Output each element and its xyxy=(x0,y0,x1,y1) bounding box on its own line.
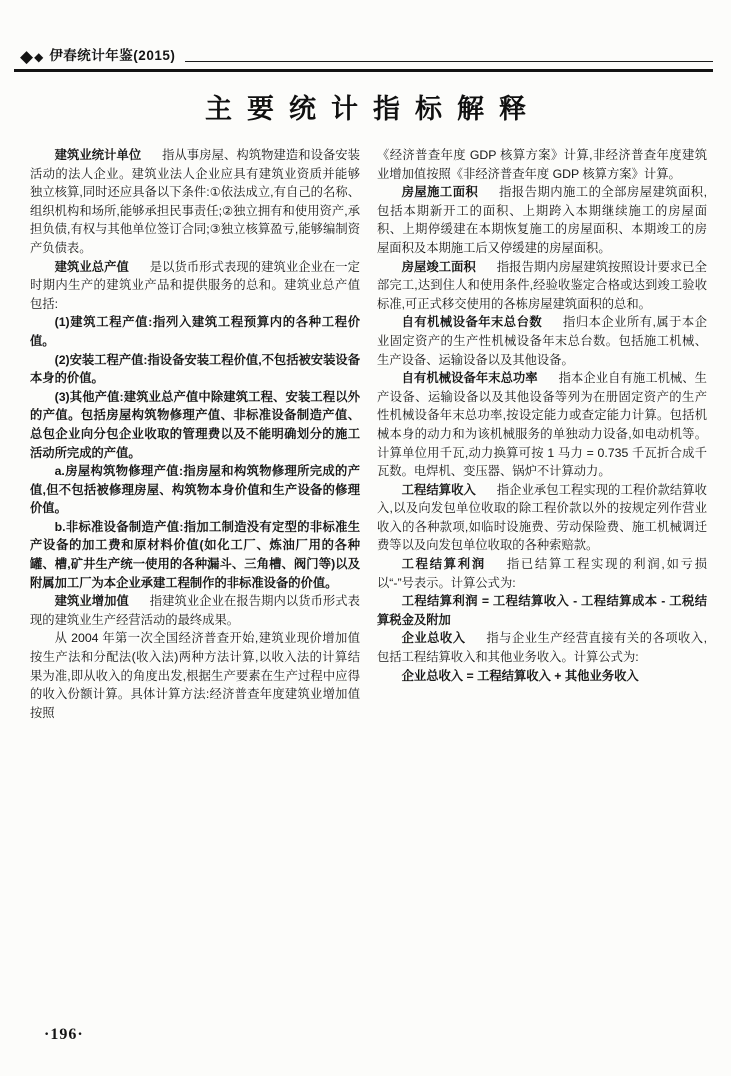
definition-paragraph: 建筑业增加值 指建筑业企业在报告期内以货币形式表现的建筑业生产经营活动的最终成果。 xyxy=(30,594,360,627)
body-paragraph: 企业总收入 = 工程结算收入 + 其他业务收入 xyxy=(401,668,639,683)
page-title: 主要统计指标解释 xyxy=(205,94,541,124)
definition-paragraph: 房屋施工面积 指报告期内施工的全部房屋建筑面积,包括本期新开工的面积、上期跨入本期继续施工的房屋面积、上期停缓建在本期恢复施工的房屋面积、本期竣工的房屋面积及本期施工后又停缓建的房屋面积。 xyxy=(377,185,707,255)
term-label: 企业总收入 xyxy=(401,631,466,646)
definition-paragraph: 建筑业统计单位 指从事房屋、构筑物建造和设备安装活动的法人企业。建筑业法人企业应具有建筑业资质并能够独立核算,同时还应具备以下条件:①依法成立,有自己的名称、组织机构和场所,能够承担民事责任;②独立拥有和使用资产,承担负债,有权与其他单位签订合同;③独立核算盈亏,能够编制资产负债表。 xyxy=(30,148,360,255)
body-paragraph: 《经济普查年度 GDP 核算方案》计算,非经济普查年度建筑业增加值按照《非经济普查年度 GDP 核算方案》计算。 xyxy=(377,148,707,181)
header-divider-rule xyxy=(14,69,713,72)
body-paragraph: b.非标准设备制造产值:指加工制造没有定型的非标准生产设备的加工费和原材料价值(如化工厂、炼油厂用的各种罐、槽,矿井生产统一使用的各种漏斗、三角槽、阀门等)以及附属加工厂为本企业承建工程制作的非标准设备的价值。 xyxy=(30,519,360,590)
definition-paragraph: 工程结算利润 指已结算工程实现的利润,如亏损以“-”号表示。计算公式为: xyxy=(377,557,707,590)
term-label: 工程结算收入 xyxy=(401,482,476,497)
body-paragraph: 从 2004 年第一次全国经济普查开始,建筑业现价增加值按生产法和分配法(收入法)两种方法计算,以收入法的计算结果为准,即从收入的角度出发,根据生产要素在生产过程中应得的收入份额计算。具体计算方法:经济普查年度建筑业增加值按照 xyxy=(30,631,360,720)
text-column-left xyxy=(30,146,360,722)
header-baseline-rule xyxy=(185,61,713,62)
term-label: 自有机械设备年末总功率 xyxy=(401,371,538,386)
running-head xyxy=(14,44,713,72)
body-paragraph: (3)其他产值:建筑业总产值中除建筑工程、安装工程以外的产值。包括房屋构筑物修理产值、非标准设备制造产值、总包企业向分包企业收取的管理费以及不能明确划分的施工活动所完成的产值。 xyxy=(30,389,360,460)
text-column-right xyxy=(377,146,707,722)
page-number: ·196· xyxy=(44,1026,84,1043)
definition-paragraph: 企业总收入 指与企业生产经营直接有关的各项收入,包括工程结算收入和其他业务收入。计算公式为: xyxy=(377,631,707,665)
body-paragraph: (1)建筑工程产值:指列入建筑工程预算内的各种工程价值。 xyxy=(30,315,360,348)
yearbook-brand: 伊春统计年鉴(2015) xyxy=(49,48,176,63)
definition-paragraph: 自有机械设备年末总功率 指本企业自有施工机械、生产设备、运输设备以及其他设备等列为在册固定资产的生产性机械设备年末总功率,按设定能力或查定能力计算。包括机械本身的动力和为该机械服务的单独动力设备,如电动机等。计算单位用千瓦,动力换算可按 1 马力 = 0.735 千瓦折合成千瓦数。电焊机、变压器、锅炉不计算动力。 xyxy=(377,371,707,479)
term-label: 建筑业总产值 xyxy=(54,259,129,274)
definition-paragraph: 房屋竣工面积 指报告期内房屋建筑按照设计要求已全部完工,达到住人和使用条件,经验收鉴定合格或达到竣工验收标准,可正式移交使用的各栋房屋建筑面积的总和。 xyxy=(377,259,707,311)
definition-paragraph: 建筑业总产值 是以货币形式表现的建筑业企业在一定时期内生产的建筑业产品和提供服务的总和。建筑业总产值包括: xyxy=(30,259,360,311)
term-label: 自有机械设备年末总台数 xyxy=(401,315,543,330)
term-label: 建筑业增加值 xyxy=(54,594,129,609)
definition-paragraph: 工程结算收入 指企业承包工程实现的工程价款结算收入,以及向发包单位收取的除工程价款以外的按规定列作营业收入的各种款项,如临时设施费、劳动保险费、施工机械调迁费等以及向发包单位收取的各种索赔款。 xyxy=(377,482,707,553)
body-paragraph: 工程结算利润 = 工程结算收入 - 工程结算成本 - 工税结算税金及附加 xyxy=(377,594,707,627)
term-label: 房屋竣工面积 xyxy=(401,259,476,274)
definition-paragraph: 自有机械设备年末总台数 指归本企业所有,属于本企业固定资产的生产性机械设备年末总台数。包括施工机械、生产设备、运输设备以及其他设备。 xyxy=(377,315,707,367)
diamond-icon-small: ◆ xyxy=(34,50,44,64)
term-label: 建筑业统计单位 xyxy=(54,148,142,162)
body-paragraph: a.房屋构筑物修理产值:指房屋和构筑物修理所完成的产值,但不包括被修理房屋、构筑物本身价值和生产设备的修理价值。 xyxy=(30,464,360,516)
body-paragraph: (2)安装工程产值:指设备安装工程价值,不包括被安装设备本身的价值。 xyxy=(30,352,360,386)
term-label: 房屋施工面积 xyxy=(401,185,479,200)
term-label: 工程结算利润 xyxy=(401,557,486,572)
two-column-body xyxy=(30,146,706,722)
diamond-icon: ◆ xyxy=(20,47,34,66)
